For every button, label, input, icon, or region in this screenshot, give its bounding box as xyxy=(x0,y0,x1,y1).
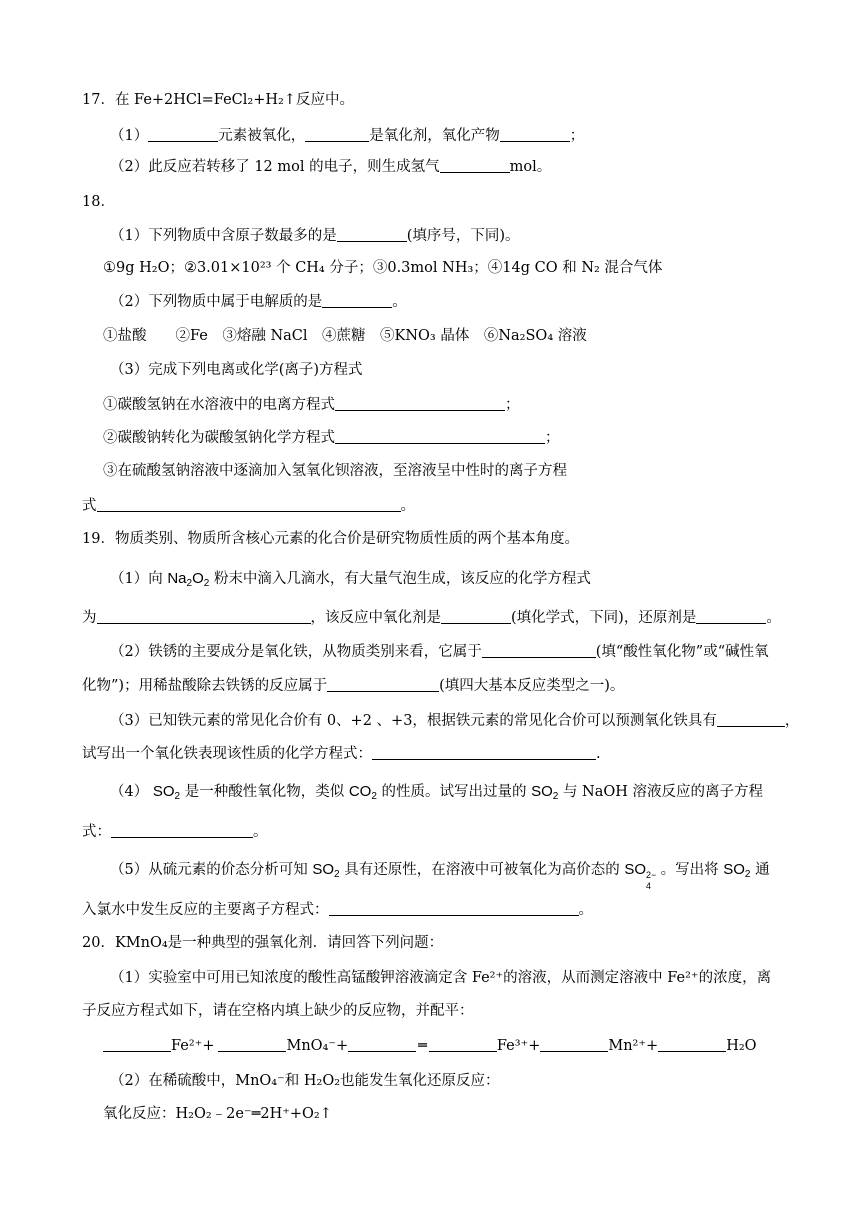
q19-part5: （5）从硫元素的价态分析可知 $SO_2$ 具有还原性，在溶液中可被氧化为高价态的 SO 2− 4 。写出将 $SO_2$ 通 xyxy=(110,861,770,891)
q17-part1: （1） 元素被氧化， 是氧化剂，氧化产物 ； xyxy=(110,128,585,144)
answer-blank[interactable] xyxy=(441,608,511,624)
q20-part1: （1）实验室中可用已知浓度的酸性高锰酸钾溶液滴定含 Fe²⁺的溶液，从而测定溶液中 Fe²⁺的浓度，离 xyxy=(110,970,772,986)
answer-blank[interactable] xyxy=(111,822,253,838)
formula-so2: $SO_2$ xyxy=(531,783,559,802)
q18-options-2: ①盐酸 ②Fe ③熔融 NaCl ④蔗糖 ⑤KNO₃ 晶体 ⑥Na₂SO₄ 溶液 xyxy=(103,328,587,344)
answer-blank[interactable] xyxy=(429,1036,497,1052)
answer-blank[interactable] xyxy=(540,1036,608,1052)
q17-stem: 17．在 Fe+2HCl=FeCl₂+H₂↑反应中。 xyxy=(82,92,354,108)
q19-part1: （1）向 $Na_2O_2$ 粉末中滴入几滴水，有大量气泡生成，该反应的化学方程式 xyxy=(110,570,591,589)
formula-so2: $SO_2$ xyxy=(723,861,751,880)
q17-part2: （2）此反应若转移了 12 mol 的电子，则生成氢气 mol。 xyxy=(110,159,552,175)
q18-options-1: ①9g H₂O；②3.01×10²³ 个 CH₄ 分子；③0.3mol NH₃；④14g CO 和 N₂ 混合气体 xyxy=(103,260,663,276)
q19-part3: （3）已知铁元素的常见化合价有 0、+2 、+3，根据铁元素的常见化合价可以预测氧化铁具有 ， xyxy=(110,713,800,729)
q18-part1: （1）下列物质中含原子数最多的是 (填序号，下同)。 xyxy=(110,228,520,244)
q18-sub2: ②碳酸钠转化为碳酸氢钠化学方程式 ； xyxy=(103,430,560,446)
answer-blank[interactable] xyxy=(335,428,545,444)
formula-so2: $SO_2$ xyxy=(312,861,340,880)
answer-blank[interactable] xyxy=(348,1036,416,1052)
q19-part4: （4） $SO_2$ 是一种酸性氧化物，类似 $CO_2$ 的性质。试写出过量的 $SO_2$ 与 NaOH 溶液反应的离子方程 xyxy=(110,783,764,802)
q18-part2: （2）下列物质中属于电解质的是 。 xyxy=(110,294,407,310)
q19-part2-cont: 化物”)；用稀盐酸除去铁锈的反应属于 (填四大基本反应类型之一)。 xyxy=(82,678,625,694)
answer-blank[interactable] xyxy=(440,157,510,173)
answer-blank[interactable] xyxy=(696,608,766,624)
formula-na2o2: $Na_2O_2$ xyxy=(167,570,210,589)
answer-blank[interactable] xyxy=(372,744,596,760)
formula-co2: $CO_2$ xyxy=(348,783,377,802)
formula-so4-ion: SO 2− 4 xyxy=(624,861,657,891)
formula-so2: $SO_2$ xyxy=(152,783,181,802)
q20-part1-cont: 子反应方程式如下，请在空格内填上缺少的反应物，并配平： xyxy=(82,1003,474,1019)
answer-blank[interactable] xyxy=(717,711,785,727)
q19-part3-cont: 试写出一个氧化铁表现该性质的化学方程式： . xyxy=(82,746,601,762)
q18-part3: （3）完成下列电离或化学(离子)方程式 xyxy=(110,362,363,378)
answer-blank[interactable] xyxy=(218,1036,286,1052)
answer-blank[interactable] xyxy=(658,1036,726,1052)
q18-sub3: ③在硫酸氢钠溶液中逐滴加入氢氧化钡溶液，至溶液呈中性时的离子方程 xyxy=(103,463,567,479)
answer-blank[interactable] xyxy=(337,226,407,242)
answer-blank[interactable] xyxy=(97,496,401,512)
answer-blank[interactable] xyxy=(305,126,369,142)
q19-part4-cont: 式： 。 xyxy=(82,824,268,840)
answer-blank[interactable] xyxy=(329,900,579,916)
answer-blank[interactable] xyxy=(327,676,439,692)
answer-blank[interactable] xyxy=(148,126,218,142)
answer-blank[interactable] xyxy=(97,608,311,624)
answer-blank[interactable] xyxy=(335,395,505,411)
q20-part2: （2）在稀硫酸中，MnO₄⁻和 H₂O₂也能发生氧化还原反应： xyxy=(110,1073,500,1089)
answer-blank[interactable] xyxy=(500,126,570,142)
answer-blank[interactable] xyxy=(482,642,596,658)
q20-equation: Fe²⁺+ MnO₄⁻+ ═ Fe³⁺+ Mn²⁺+ H₂O xyxy=(103,1036,757,1056)
q18-sub1: ①碳酸氢钠在水溶液中的电离方程式 ； xyxy=(103,397,520,413)
answer-blank[interactable] xyxy=(103,1036,171,1052)
q18-number: 18． xyxy=(82,194,115,210)
q19-part2: （2）铁锈的主要成分是氧化铁，从物质类别来看，它属于 (填“酸性氧化物”或“碱性氧 xyxy=(110,644,769,660)
equals-sign: ═ xyxy=(418,1038,427,1054)
q19-part1-cont: 为 ，该反应中氧化剂是 (填化学式，下同)，还原剂是 。 xyxy=(82,610,781,626)
answer-blank[interactable] xyxy=(322,292,392,308)
q19-stem: 19．物质类别、物质所含核心元素的化合价是研究物质性质的两个基本角度。 xyxy=(82,531,579,547)
q19-part5-cont: 入氯水中发生反应的主要离子方程式： 。 xyxy=(82,902,593,918)
q18-sub3-cont: 式 。 xyxy=(82,498,415,514)
q20-part2-oxidation: 氧化反应：H₂O₂﹣2e⁻═2H⁺+O₂↑ xyxy=(103,1106,332,1122)
q20-stem: 20．KMnO₄是一种典型的强氧化剂．请回答下列问题： xyxy=(82,935,444,951)
